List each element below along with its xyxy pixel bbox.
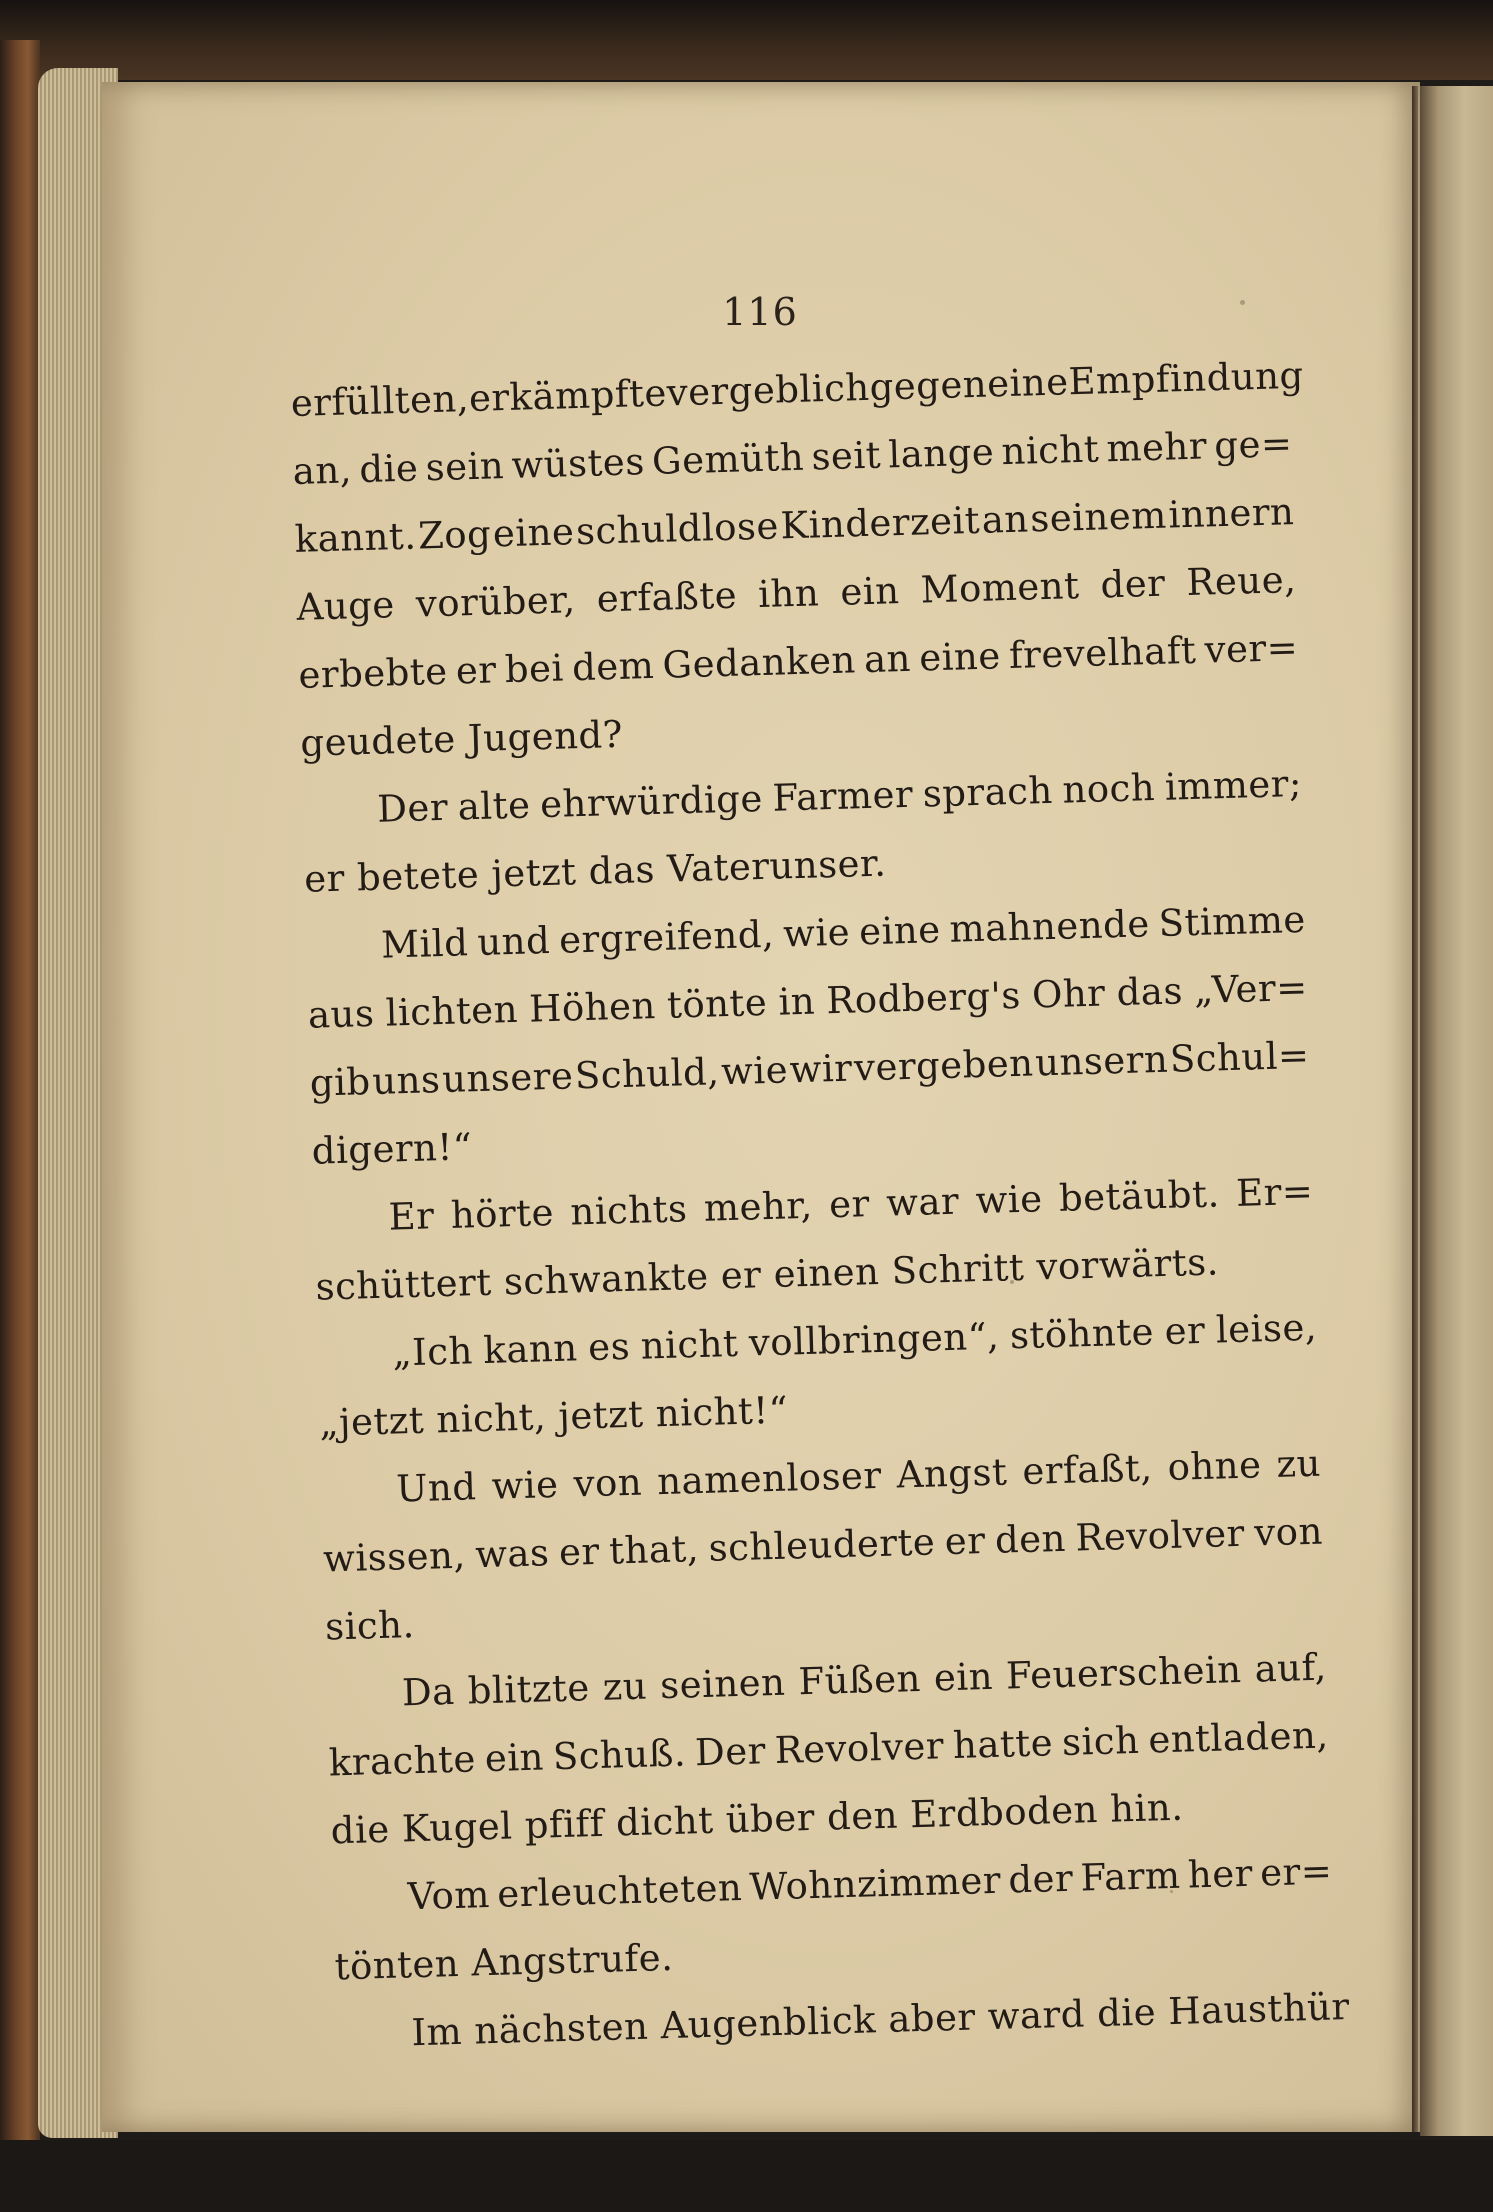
text-line: geudete Jugend? — [299, 712, 624, 765]
word: Gemüth — [651, 435, 805, 483]
word: der — [1007, 1856, 1074, 1902]
word: that, — [608, 1527, 700, 1573]
word: erfaßt, — [1021, 1446, 1154, 1493]
word: schuldlose — [575, 504, 780, 554]
word: kämpfte — [508, 371, 668, 419]
word: an — [981, 497, 1030, 542]
word: bei — [504, 646, 565, 692]
word: vergeblich — [666, 365, 871, 415]
word: er — [455, 648, 498, 693]
word: erfüllten, — [290, 377, 470, 425]
word: Moment — [920, 564, 1080, 612]
word: nicht — [640, 1321, 739, 1368]
word: Höhen — [528, 984, 657, 1031]
word: wie — [490, 1462, 560, 1508]
word: eine — [492, 510, 575, 556]
text-line: die Kugel pfiff dicht über den Erdboden hin. — [330, 1785, 1184, 1853]
word: erbebte — [297, 649, 449, 697]
word: ehrwürdige — [539, 776, 764, 827]
word: stöhnte — [1009, 1310, 1155, 1358]
word: Wohnzimmer — [748, 1858, 1002, 1909]
word: ergreifend, — [558, 912, 775, 962]
word: seinen — [659, 1660, 786, 1708]
book-cover-left — [0, 40, 40, 2140]
word: Kinderzeit — [779, 498, 981, 548]
word: Schul= — [1169, 1033, 1311, 1081]
word: Empfindung — [1067, 353, 1305, 404]
word: vorüber, — [415, 578, 577, 626]
word: vollbringen“, — [748, 1314, 1000, 1365]
word: mehr, — [703, 1183, 814, 1230]
word: Der — [376, 785, 449, 831]
word: tönte — [666, 980, 768, 1027]
word: her — [1187, 1851, 1254, 1897]
word: Angst — [896, 1450, 1008, 1497]
word: er — [828, 1182, 871, 1227]
body-text — [290, 342, 1351, 2069]
word: von — [1253, 1509, 1324, 1555]
word: sein — [425, 444, 505, 490]
word: Auge — [296, 583, 396, 629]
word: Gedanken — [661, 638, 857, 687]
word: sich — [1061, 1718, 1140, 1764]
word: nicht — [1000, 427, 1100, 474]
word: Stimme — [1158, 897, 1307, 945]
word: wissen, — [322, 1533, 467, 1581]
adjacent-page-edge — [1420, 86, 1493, 2136]
word: an, — [292, 448, 353, 493]
word: kann — [482, 1326, 579, 1372]
word: Revolver — [1074, 1511, 1246, 1560]
paper-speck — [1240, 300, 1245, 305]
word: erleuchteten — [496, 1865, 743, 1916]
word: entladen, — [1147, 1713, 1330, 1762]
word: nichts — [569, 1187, 689, 1234]
word: die — [358, 446, 419, 492]
word: kannt. — [294, 514, 418, 561]
word: zu — [602, 1664, 648, 1709]
page-number: 116 — [722, 290, 798, 334]
word: ver= — [1204, 625, 1299, 672]
word: er — [558, 1529, 601, 1574]
word: hatte — [952, 1721, 1054, 1768]
word: Feuerschein — [1005, 1647, 1243, 1698]
word: ein — [484, 1735, 545, 1781]
word: Rodberg's — [825, 973, 1022, 1023]
word: er — [1164, 1308, 1206, 1353]
word: hörte — [450, 1190, 555, 1237]
word: wüstes — [510, 440, 646, 487]
word: es — [587, 1324, 631, 1370]
word: vergeben — [853, 1041, 1035, 1090]
word: „Ich — [391, 1329, 474, 1375]
word: sprach — [922, 768, 1054, 816]
word: eine — [858, 908, 942, 954]
word: wie — [782, 910, 851, 956]
word: das — [1116, 969, 1184, 1015]
word: gib — [309, 1060, 372, 1105]
text-line: er betete jetzt das Vaterunser. — [303, 841, 887, 901]
word: uns — [371, 1058, 442, 1103]
word: gegen — [869, 362, 988, 409]
word: zu — [1275, 1441, 1322, 1486]
word: in — [777, 979, 816, 1024]
word: Füßen — [797, 1656, 922, 1704]
word: an — [863, 636, 912, 682]
word: war — [885, 1179, 960, 1225]
word: er= — [1259, 1849, 1333, 1895]
word: Er= — [1235, 1169, 1314, 1215]
word: mahnende — [948, 902, 1151, 951]
word: eine — [986, 360, 1070, 406]
word: Da — [401, 1669, 456, 1715]
word: er — [468, 375, 511, 421]
word: seinem — [1029, 493, 1168, 541]
word: frevelhaft — [1008, 628, 1197, 678]
word: Ohr — [1031, 971, 1106, 1017]
word: dem — [571, 643, 655, 690]
word: auf, — [1254, 1645, 1328, 1691]
word: Revolver — [774, 1724, 945, 1772]
word: ge= — [1213, 422, 1293, 468]
text-line: sich. — [324, 1603, 416, 1649]
text-line: schüttert schwankte er einen Schritt vorwärts. — [315, 1240, 1220, 1309]
word: Zog — [417, 512, 492, 558]
word: ihn — [757, 571, 820, 617]
word: Der — [694, 1729, 767, 1775]
word: den — [994, 1516, 1067, 1562]
word: Vom — [407, 1873, 491, 1919]
word: Farm — [1079, 1853, 1182, 1900]
word: leise, — [1215, 1305, 1318, 1352]
word: Mild — [380, 921, 469, 967]
word: Reue, — [1185, 557, 1297, 605]
word: innern — [1167, 490, 1295, 537]
word: mehr — [1105, 424, 1208, 471]
word: betäubt. — [1058, 1172, 1221, 1220]
word: immer; — [1164, 761, 1303, 809]
word: wir — [789, 1046, 853, 1092]
word: was — [474, 1531, 551, 1577]
word: „Ver= — [1193, 965, 1309, 1012]
word: von — [573, 1460, 643, 1506]
word: noch — [1061, 766, 1156, 812]
background-bottom — [0, 2140, 1493, 2212]
text-line: digern!“ — [311, 1125, 473, 1173]
word: eine — [918, 634, 1002, 680]
word: Schuß. — [552, 1731, 687, 1779]
word: wie — [975, 1177, 1044, 1223]
word: lange — [887, 430, 995, 477]
word: ohne — [1167, 1443, 1263, 1489]
text-line: „jetzt nicht, jetzt nicht!“ — [318, 1388, 789, 1445]
book-cover-top — [0, 0, 1493, 80]
word: unsere — [441, 1054, 574, 1102]
word: krachte — [328, 1737, 477, 1785]
word: ein — [933, 1654, 994, 1700]
word: und — [476, 918, 551, 964]
word: aus — [307, 991, 375, 1037]
word: wie — [720, 1048, 789, 1094]
word: erfaßte — [596, 573, 738, 621]
word: unsern — [1034, 1037, 1169, 1085]
word: seit — [810, 433, 882, 479]
text-line: Im nächsten Augenblick aber ward die Hausthür — [410, 1985, 1351, 2055]
word: blitzte — [467, 1666, 591, 1713]
word: lichten — [385, 987, 519, 1035]
word: schleuderte — [708, 1520, 936, 1570]
word: Er — [388, 1194, 435, 1239]
word: alte — [457, 783, 532, 829]
word: Farmer — [771, 772, 914, 820]
word: Und — [395, 1465, 478, 1511]
text-line: tönten Angstrufe. — [334, 1935, 674, 1989]
page-gutter — [1412, 86, 1418, 2132]
word: namenloser — [656, 1453, 883, 1504]
word: ein — [839, 569, 901, 614]
word: der — [1099, 561, 1166, 607]
word: Schuld, — [574, 1050, 721, 1098]
word: er — [944, 1519, 987, 1564]
